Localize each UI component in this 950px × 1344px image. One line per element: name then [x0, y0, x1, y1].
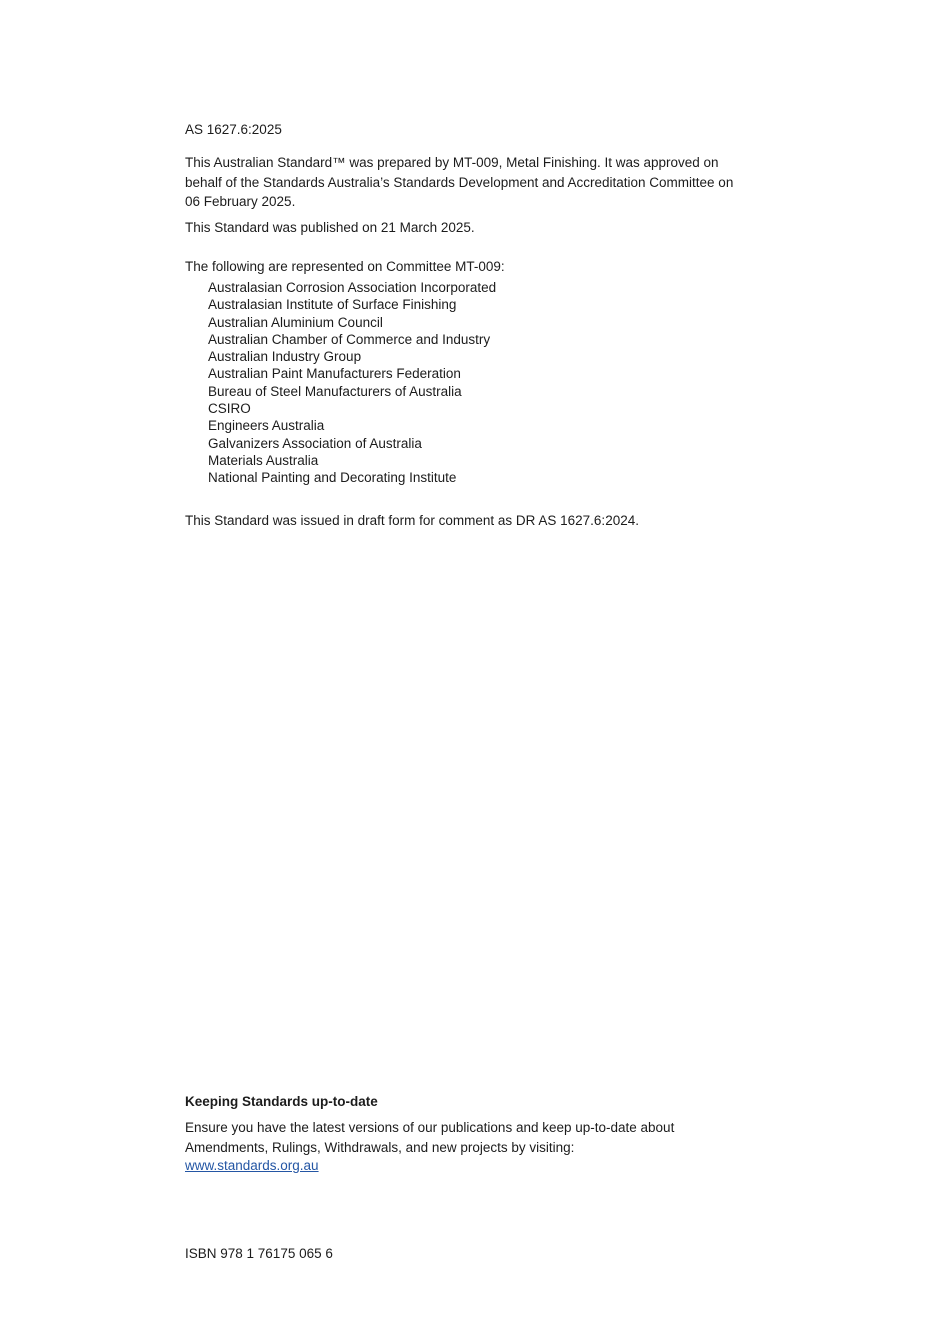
committee-member: National Painting and Decorating Institute [208, 470, 457, 486]
committee-member: Australasian Corrosion Association Incorporated [208, 280, 497, 295]
keeping-up-to-date-body: Ensure you have the latest versions of our publications and keep up-to-date about Amendments, Rulings, Withdrawals, and new projects by visiting: [185, 1120, 675, 1155]
committee-member: Galvanizers Association of Australia [208, 435, 422, 451]
committee-member: Engineers Australia [208, 418, 325, 434]
committee-member: Australian Aluminium Council [208, 314, 383, 330]
draft-comment-line: This Standard was issued in draft form for comment as DR AS 1627.6:2024. [185, 513, 639, 528]
keeping-up-to-date-heading: Keeping Standards up-to-date [185, 1094, 378, 1109]
committee-member: CSIRO [208, 401, 251, 417]
committee-member: Australian Chamber of Commerce and Industry [208, 331, 491, 347]
committee-intro: The following are represented on Committee MT-009: [185, 259, 505, 274]
standards-website-link[interactable]: www.standards.org.au [185, 1158, 319, 1173]
published-line: This Standard was published on 21 March 2025. [185, 220, 475, 235]
committee-member-list [185, 279, 751, 487]
standards-website-link-row [185, 1156, 751, 1176]
committee-member: Australian Industry Group [208, 349, 362, 365]
committee-member: Australasian Institute of Surface Finishing [208, 297, 457, 313]
standard-number: AS 1627.6:2025 [185, 122, 282, 137]
preparation-paragraph: This Australian Standard™ was prepared by MT-009, Metal Finishing. It was approved on behalf of the Standards Australia’s Standards Development and Accreditation Committee on 06 February 2025. [185, 155, 734, 209]
committee-member: Australian Paint Manufacturers Federation [208, 366, 461, 382]
committee-member: Materials Australia [208, 452, 319, 468]
isbn-line: ISBN 978 1 76175 065 6 [185, 1246, 333, 1261]
committee-member: Bureau of Steel Manufacturers of Australia [208, 383, 462, 399]
